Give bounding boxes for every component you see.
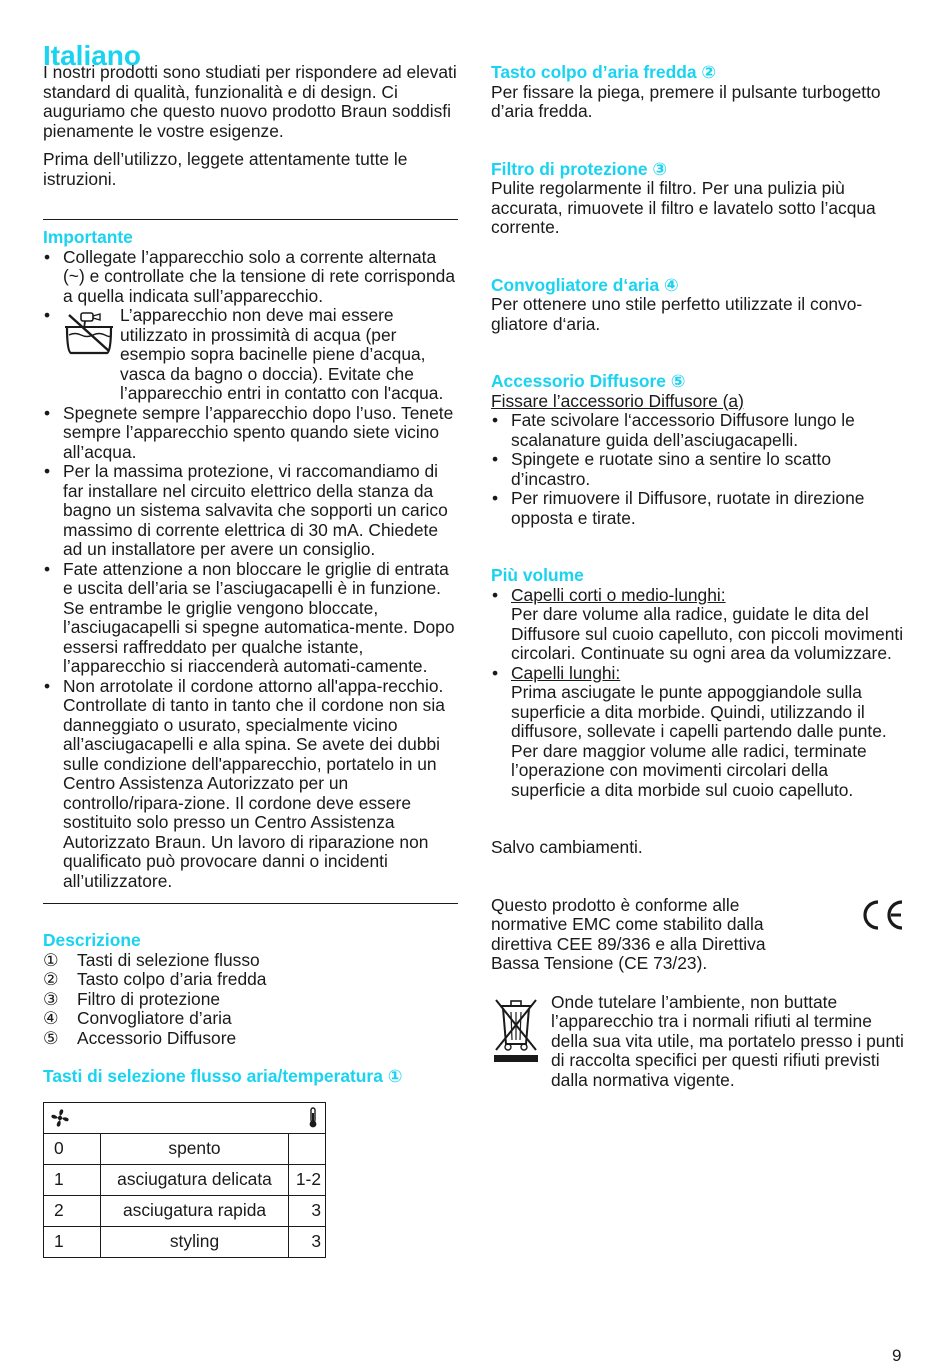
list-item: • Spingete e ruotate sino a sentire lo scatto d’incastro. xyxy=(491,450,906,489)
tasti-heading: Tasti di selezione flusso aria/temperatura ① xyxy=(43,1066,403,1086)
table-header-row xyxy=(44,1102,326,1133)
list-item: ⑤ Accessorio Diffusore xyxy=(43,1027,237,1048)
crossed-bin-icon xyxy=(491,994,541,1064)
filtro-text: Pulite regolarmente il filtro. Per una pulizia più accurata, rimuovete il filtro e lavatelo sotto l’acqua corrente. xyxy=(491,178,876,237)
list-item: ④ Convogliatore d’aria xyxy=(43,1008,232,1028)
list-item: • Collegate l’apparecchio solo a corrente alternata (~) e controllate che la tensione di rete corrisponda a quella indicata sull’apparecchio. xyxy=(43,248,458,307)
descrizione-heading: Descrizione xyxy=(43,930,141,950)
diffusore-list xyxy=(491,411,906,528)
weee-block xyxy=(491,993,906,1091)
table-row: 1 asciugatura delicata 1-2 xyxy=(44,1164,326,1195)
conformity-text: Questo prodotto è conforme alle normative EMC come stabilito dalla direttiva CEE 89/336 e alla Direttiva Bassa Tensione (CE 73/23). xyxy=(491,894,766,973)
list-item: • Spegnete sempre l’apparecchio dopo l’uso. Tenete sempre l’apparecchio spento quando siete vicino all’acqua. xyxy=(43,404,458,463)
list-item: • Per rimuovere il Diffusore, ruotate in direzione opposta e tirate. xyxy=(491,489,906,528)
list-item: ① Tasti di selezione flusso xyxy=(43,949,260,970)
list-item: • Capelli lunghi: Prima asciugate le punte appoggiandole sulla superficie a dita morbide. Quindi, utilizzando il diffusore, sollevate i capelli partendo dalle punte. Per dare maggior volume alle radici, terminate l’operazione con movimenti circolari della superficie a dita morbide sul cuoio capelluto. xyxy=(491,664,906,801)
divider xyxy=(43,903,458,904)
colpo-text: Per fissare la piega, premere il pulsante turbogetto d’aria fredda. xyxy=(491,81,881,121)
right-column xyxy=(491,63,906,1090)
list-item: • Non arrotolate il cordone attorno all'appa-recchio. Controllate di tanto in tanto che il cordone non sia danneggiato o usurato, specialmente vicino all’asciugacapelli e alla spina. Se avete dei dubbi sulle condizione dell'apparecchio, portatelo in un Centro Assistenza Autorizzato per un controllo/ripara-zione. Il cordone deve essere sostituito solo presso un Centro Assistenza Autorizzato Braun. Un lavoro di riparazione non qualificato può provocare danni o incidenti all’utilizzatore. xyxy=(43,677,458,892)
thermometer-icon xyxy=(307,1107,319,1129)
salvo-cambiamenti: Salvo cambiamenti. xyxy=(491,837,643,857)
no-water-warning-icon xyxy=(63,307,115,357)
diffusore-heading: Accessorio Diffusore ⑤ xyxy=(491,371,686,391)
descrizione-list xyxy=(43,951,458,1049)
list-item: ② Tasto colpo d’aria fredda xyxy=(43,969,267,989)
volume-list xyxy=(491,586,906,801)
convogliatore-heading: Convogliatore d‘aria ④ xyxy=(491,274,679,295)
list-item: • L’apparecchio non deve mai essere utilizzato in prossimità di acqua (per esempio sopra bacinelle piene d’acqua, vasca da bagno o doccia). Evitate che l’apparecchio entri in contatto con l'acqua. xyxy=(43,306,458,404)
environment-text: Onde tutelare l’ambiente, non buttate l’apparecchio tra i normali rifiuti al termine della sua vita utile, ma portatelo presso i punti di raccolta specifici per questi rifiuti previsti dalla normativa vigente. xyxy=(551,991,904,1090)
convogliatore-text: Per ottenere uno stile perfetto utilizzate il convo-gliatore d‘aria. xyxy=(491,294,863,334)
diffusore-subheading: Fissare l’accessorio Diffusore (a) xyxy=(491,390,744,411)
table-row: 2 asciugatura rapida 3 xyxy=(44,1195,326,1226)
table-row: 0 spento xyxy=(44,1133,326,1164)
page-number: 9 xyxy=(892,1346,902,1365)
ce-block xyxy=(491,896,906,974)
page-title: Italiano xyxy=(43,39,142,71)
list-item: ③ Filtro di protezione xyxy=(43,988,221,1009)
intro-paragraph: I nostri prodotti sono studiati per rispondere ad elevati standard di qualità, funzionalità e di design. Ci auguriamo che questo nuovo prodotto Braun soddisfi pienamente le vostre esigenze. xyxy=(43,62,457,141)
list-item: • Per la massima protezione, vi raccomandiamo di far installare nel circuito elettrico della stanza da bagno un sistema salvavita che sopporti un carico massimo di corrente elettrica di 30 mA. Chiedete ad un installatore per avere un consiglio. xyxy=(43,462,458,560)
importante-heading: Importante xyxy=(43,227,133,247)
volume-heading: Più volume xyxy=(491,565,584,585)
importante-list xyxy=(43,248,458,892)
list-item: • Fate attenzione a non bloccare le griglie di entrata e uscita dell’aria se l’asciugacapelli è in funzione. Se entrambe le griglie vengono bloccate, l’asciugacapelli si spegne automatica-mente. Dopo essersi raffreddato per qualche istante, l’apparecchio si riaccenderà automati-camente. xyxy=(43,560,458,677)
colpo-heading: Tasto colpo d’aria fredda ② xyxy=(491,62,717,82)
fan-icon xyxy=(49,1107,71,1129)
list-item: • Capelli corti o medio-lunghi: Per dare volume alla radice, guidate le dita del Diffusore sul cuoio capelluto, con piccoli movimenti circolari. Continuate su ogni area da volumizzare. xyxy=(491,586,906,664)
table-row: 1 styling 3 xyxy=(44,1226,326,1257)
ce-mark-icon xyxy=(858,898,906,932)
divider xyxy=(43,219,458,220)
list-item: • Fate scivolare l‘accessorio Diffusore lungo le scalanature guida dell’asciugacapelli. xyxy=(491,411,906,450)
filtro-heading: Filtro di protezione ③ xyxy=(491,158,668,179)
left-column xyxy=(43,63,458,1258)
intro-paragraph: Prima dell’utilizzo, leggete attentamente tutte le istruzioni. xyxy=(43,149,408,189)
settings-table xyxy=(43,1102,326,1258)
